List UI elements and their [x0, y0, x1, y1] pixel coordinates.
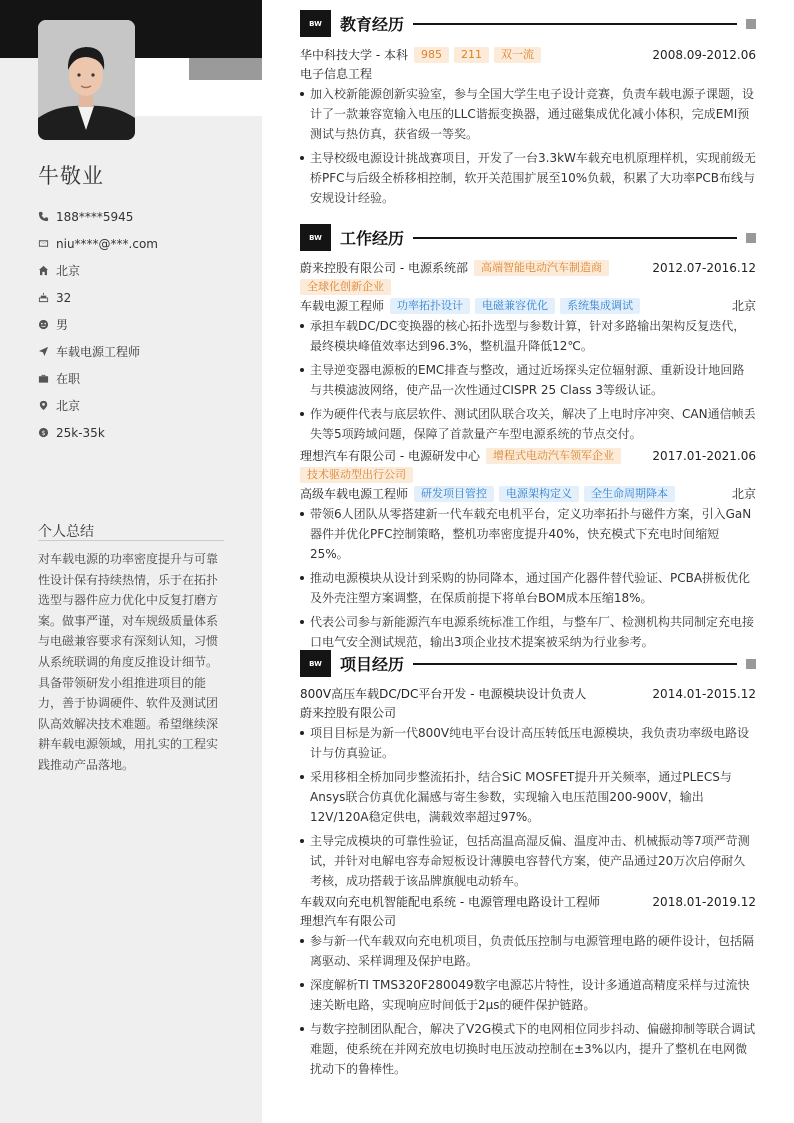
- gender-icon: [38, 319, 49, 330]
- project-date: 2014.01-2015.12: [652, 686, 756, 701]
- bullet-item: 参与新一代车载双向充电机项目，负责低压控制与电源管理电路的硬件设计，包括隔离驱动、采样调理及保护电路。: [300, 931, 756, 971]
- bullet-item: 作为硬件代表与底层软件、测试团队联合攻关，解决了上电时序冲突、CAN通信帧丢失等5项跨域问题，保障了首款量产车型电源系统的节点交付。: [300, 404, 756, 444]
- job-bullets: [300, 504, 756, 652]
- section-header-education: [300, 10, 756, 37]
- education-tag: 双一流: [494, 47, 541, 63]
- project-2: [300, 892, 756, 1083]
- company-tag: 增程式电动汽车领军企业: [486, 448, 621, 464]
- section-header-projects: [300, 650, 756, 677]
- job-tags-row: [300, 277, 756, 296]
- role-tag: 功率拓扑设计: [390, 298, 470, 314]
- company-tag: 高端智能电动汽车制造商: [474, 260, 609, 276]
- contact-position: [38, 338, 238, 365]
- project-header: [300, 892, 756, 911]
- section-badge: BW: [300, 10, 331, 37]
- role-tag: 研发项目管控: [414, 486, 494, 502]
- company-tag: 技术驱动型出行公司: [300, 467, 413, 483]
- project-date: 2018.01-2019.12: [652, 894, 756, 909]
- job-date: 2012.07-2016.12: [652, 260, 756, 275]
- contact-age: [38, 284, 238, 311]
- project-name: 800V高压车载DC/DC平台开发 - 电源模块设计负责人: [300, 687, 587, 701]
- contact-location: [38, 392, 238, 419]
- cake-icon: [38, 292, 49, 303]
- contact-text: 男: [56, 318, 69, 332]
- contact-email: [38, 230, 238, 257]
- contact-gender: [38, 311, 238, 338]
- contact-list: [38, 203, 238, 446]
- contact-text: 车载电源工程师: [56, 345, 141, 359]
- job-tags-row: [300, 465, 756, 484]
- job-role: 车载电源工程师: [300, 299, 385, 313]
- svg-text:$: $: [41, 428, 46, 437]
- contact-status: [38, 365, 238, 392]
- bullet-item: 主导校级电源设计挑战赛项目，开发了一台3.3kW车载充电机原理样机，实现前级无桥PFC与后级全桥移相控制，软开关范围扩展至10%负载，积累了大功率PCB布线与安规设计经验。: [300, 148, 756, 208]
- section-rule: [413, 23, 737, 25]
- company-name: 蔚来控股有限公司 - 电源系统部: [300, 261, 468, 275]
- summary-divider: [38, 540, 224, 541]
- company-name: 理想汽车有限公司 - 电源研发中心: [300, 449, 480, 463]
- profile-photo: [38, 20, 135, 140]
- education-date: 2008.09-2012.06: [652, 47, 756, 62]
- project-header: [300, 684, 756, 703]
- work-job-2: [300, 446, 756, 656]
- section-title: 项目经历: [340, 655, 405, 674]
- bullet-item: 加入校新能源创新实验室，参与全国大学生电子设计竞赛，负责车载电源子课题，设计了一款兼容宽输入电压的LLC谐振变换器，通过磁集成优化减小体积，完成EMI预测试与热仿真，获省级一等奖。: [300, 84, 756, 144]
- bullet-item: 代表公司参与新能源汽车电源系统标准工作组，与整车厂、检测机构共同制定充电接口电气安全测试规范，输出3项企业技术提案被采纳为行业参考。: [300, 612, 756, 652]
- contact-text: 北京: [56, 264, 81, 278]
- role-tag: 电源架构定义: [499, 486, 579, 502]
- project-bullets: [300, 723, 756, 891]
- bullet-item: 承担车载DC/DC变换器的核心拓扑选型与参数计算，针对多路输出架构反复迭代，最终模块峰值效率达到96.3%，整机温升降低12℃。: [300, 316, 756, 356]
- salary-icon: [38, 427, 49, 438]
- contact-city: [38, 257, 238, 284]
- job-role-row: [300, 296, 756, 315]
- bullet-item: 主导完成模块的可靠性验证，包括高温高湿反偏、温度冲击、机械振动等7项严苛测试，并针对电解电容寿命短板设计薄膜电容替代方案，使产品通过20万次启停耐久考核，成功搭载于该品牌旗舰电动轿车。: [300, 831, 756, 891]
- education-bullets: [300, 84, 756, 208]
- contact-text: 在职: [56, 372, 81, 386]
- send-icon: [38, 346, 49, 357]
- job-date: 2017.01-2021.06: [652, 448, 756, 463]
- summary-title: 个人总结: [38, 524, 94, 540]
- project-1: [300, 684, 756, 895]
- job-header: [300, 258, 756, 277]
- section-badge: BW: [300, 650, 331, 677]
- section-title: 教育经历: [340, 15, 405, 34]
- education-tag: 985: [414, 47, 449, 63]
- bullet-item: 项目目标是为新一代800V纯电平台设计高压转低压电源模块，我负责功率级电路设计与仿真验证。: [300, 723, 756, 763]
- job-role: 高级车载电源工程师: [300, 487, 409, 501]
- job-role-row: [300, 484, 756, 503]
- section-badge: BW: [300, 224, 331, 251]
- bullet-item: 推动电源模块从设计到采购的协同降本，通过国产化器件替代验证、PCBA拼板优化及外壳注塑方案调整，在保质前提下将单台BOM成本压缩18%。: [300, 568, 756, 608]
- job-bullets: [300, 316, 756, 444]
- phone-icon: [38, 211, 49, 222]
- contact-text: niu****@***.com: [56, 236, 158, 251]
- candidate-name: 牛敬业: [38, 164, 104, 188]
- project-company: 蔚来控股有限公司: [300, 706, 397, 720]
- home-icon: [38, 265, 49, 276]
- section-title: 工作经历: [340, 229, 405, 248]
- section-rule: [413, 237, 737, 239]
- project-bullets: [300, 931, 756, 1079]
- education-tag: 211: [454, 47, 489, 63]
- bullet-item: 深度解析TI TMS320F280049数字电源芯片特性，设计多通道高精度采样与过流快速关断电路，实现响应时间低于2μs的硬件保护链路。: [300, 975, 756, 1015]
- education-block: [300, 45, 756, 212]
- role-tag: 系统集成调试: [560, 298, 640, 314]
- location-pin-icon: [38, 400, 49, 411]
- job-header: [300, 446, 756, 465]
- bullet-item: 采用移相全桥加同步整流拓扑，结合SiC MOSFET提升开关频率，通过PLECS与Ansys联合仿真优化漏感与寄生参数，实现输入电压范围200-900V，输出12V/120A稳定供电，满载效率超过97%。: [300, 767, 756, 827]
- bullet-item: 与数字控制团队配合，解决了V2G模式下的电网相位同步抖动、偏磁抑制等联合调试难题，使系统在并网充放电切换时电压波动控制在±3%以内，提升了整机在电网微扰动下的鲁棒性。: [300, 1019, 756, 1079]
- contact-salary: [38, 419, 238, 446]
- education-major: 电子信息工程: [300, 67, 373, 81]
- email-icon: [38, 238, 49, 249]
- job-city: 北京: [731, 299, 756, 313]
- briefcase-icon: [38, 373, 49, 384]
- role-tag: 全生命周期降本: [584, 486, 675, 502]
- job-city: 北京: [731, 487, 756, 501]
- section-rule: [413, 663, 737, 665]
- bullet-item: 带领6人团队从零搭建新一代车载充电机平台，定义功率拓扑与磁件方案，引入GaN器件并优化PFC控制策略，整机功率密度提升40%，快充模式下充电时间缩短25%。: [300, 504, 756, 564]
- company-tag: 全球化创新企业: [300, 279, 391, 295]
- role-tag: 电磁兼容优化: [475, 298, 555, 314]
- sidebar-decor-gray: [189, 58, 262, 80]
- project-company: 理想汽车有限公司: [300, 914, 397, 928]
- contact-text: 25k-35k: [56, 425, 105, 440]
- education-header: [300, 45, 756, 64]
- section-square-icon: [746, 233, 756, 243]
- bullet-item: 主导逆变器电源板的EMC排查与整改，通过近场探头定位辐射源、重新设计地回路与共模滤波网络，使产品一次性通过CISPR 25 Class 3等级认证。: [300, 360, 756, 400]
- school-name: 华中科技大学 - 本科: [300, 48, 408, 62]
- section-header-work: [300, 224, 756, 251]
- contact-text: 188****5945: [56, 209, 134, 224]
- contact-phone: [38, 203, 238, 230]
- section-square-icon: [746, 19, 756, 29]
- contact-text: 北京: [56, 399, 81, 413]
- sidebar: [0, 0, 262, 1123]
- project-name: 车载双向充电机智能配电系统 - 电源管理电路设计工程师: [300, 895, 600, 909]
- work-job-1: [300, 258, 756, 448]
- summary-text: 对车载电源的功率密度提升与可靠性设计保有持续热情，乐于在拓扑选型与器件应力优化中反复打磨方案。做事严谨，对车规级质量体系与电磁兼容要求有深刻认知，习惯从系统联调的角度反推设计细节。具备带领研发小组推进项目的能力，善于协调硬件、软件及测试团队高效解决技术难题。希望继续深耕车载电源领域，用扎实的工程实践推动产品落地。: [38, 552, 219, 772]
- section-square-icon: [746, 659, 756, 669]
- contact-text: 32: [56, 290, 72, 305]
